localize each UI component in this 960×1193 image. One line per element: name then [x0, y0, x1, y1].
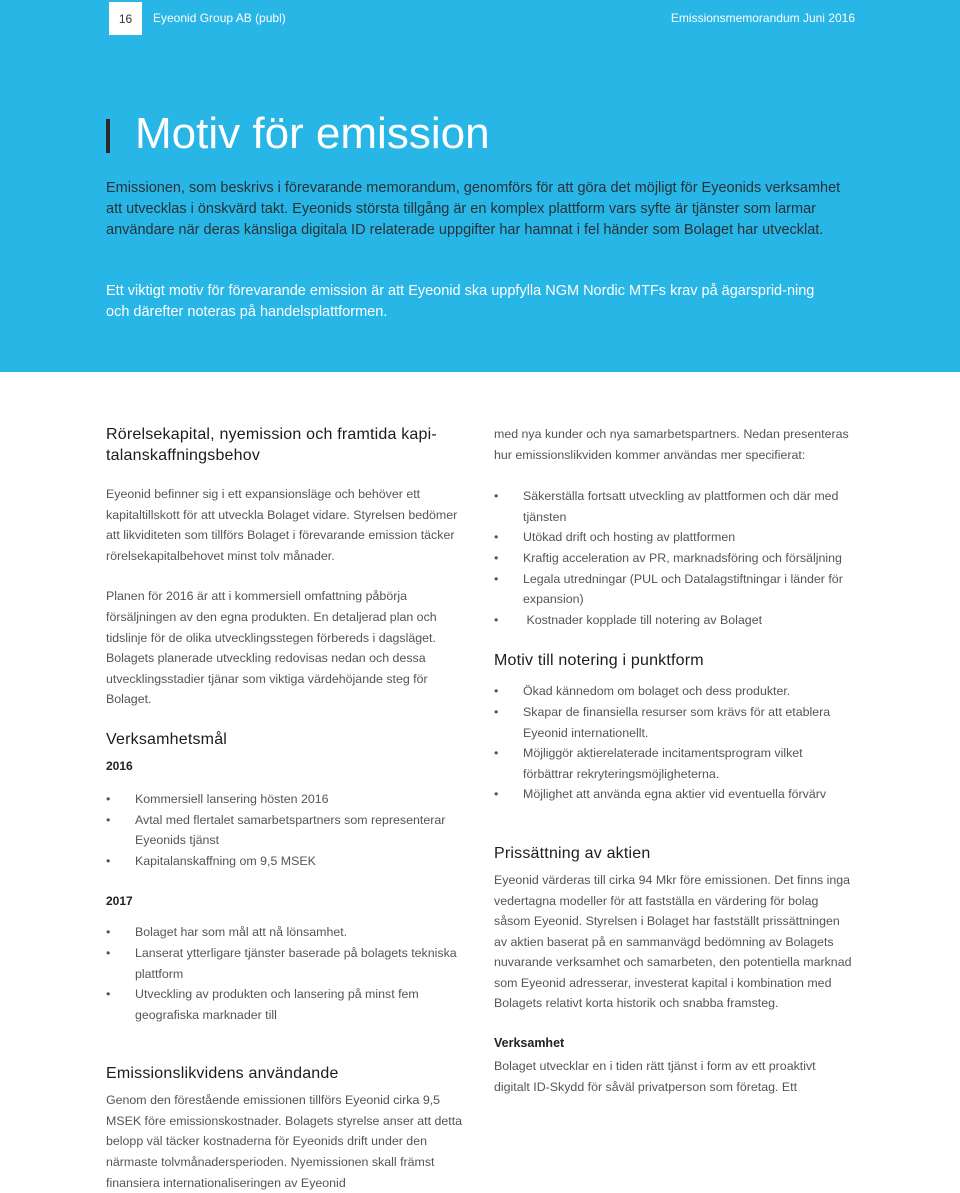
list-item: • Skapar de finansiella resurser som krävs för att etablera Eyeonid internationellt. [494, 702, 854, 743]
pricing-paragraph: Eyeonid värderas till cirka 94 Mkr före emissionen. Det finns inga vedertagna modeller för att fastställa en värdering för bolag såsom Eyeonid. Styrelsen i Bolaget har fastställt prissättningen av aktien baserat på en sammanvägd bedömning av Bolagets nuvarande verksamhet och samarbeten, den potentiella marknad som Eyeonid adresserar, investerat kapital i kombination med Bolagets relativt korta historik och snabba framsteg. [494, 872, 852, 1011]
page-title: Motiv för emission [135, 109, 490, 158]
list-item: • Möjlighet att använda egna aktier vid eventuella förvärv [494, 784, 854, 805]
list-item: • Lanserat ytterligare tjänster baserade på bolagets tekniska plattform [106, 943, 466, 984]
capital-heading: Rörelsekapital, nyemission och framtida kapi-talanskaffningsbehov [106, 426, 437, 464]
capital-paragraph-2: Planen för 2016 är att i kommersiell omfattning påbörja försäljningen av den egna produkten. En detaljerad plan och tidslinje för de olika utvecklingsstegen förbereds i dagsläget. Bolagets planerade utveckling redovisas nedan och dessa utvecklingsstadier tjänar som viktiga värdehöjande steg för Bolaget. [106, 589, 437, 707]
list-item: • Utökad drift och hosting av plattformen [494, 527, 854, 548]
intro-paragraph-1: Emissionen, som beskrivs i förevarande memorandum, genomförs för att göra det möjligt för Eyeonids verksamhet att utvecklas i önskvärd takt. Eyeonids största tillgång är en komplex plattform vars syfte är tjänster som larmar användare när deras känsliga digitala ID relaterade uppgifter har hamnat i fel händer som Bolaget har utvecklat. [106, 180, 841, 238]
use-continuation-paragraph: med nya kunder och nya samarbetspartners. Nedan presenteras hur emissionslikviden kommer användas mer specifierat: [494, 427, 849, 462]
year-2016-label: 2016 [106, 758, 133, 773]
right-column [494, 424, 854, 1097]
list-item: • Ökad kännedom om bolaget och dess produkter. [494, 681, 854, 702]
use-of-proceeds-heading: Emissionslikvidens användande [106, 1065, 339, 1083]
intro-paragraph-2: Ett viktigt motiv för förevarande emission är att Eyeonid ska uppfylla NGM Nordic MTFs krav på ägarsprid-ning och därefter noteras på handelsplattformen. [106, 283, 815, 320]
list-item: • Kostnader kopplade till notering av Bolaget [494, 610, 854, 631]
year-2017-label: 2017 [106, 894, 133, 909]
list-item: • Legala utredningar (PUL och Datalagstiftningar i länder för expansion) [494, 569, 854, 610]
list-item: • Kraftig acceleration av PR, marknadsföring och försäljning [494, 548, 854, 569]
list-item: • Kapitalanskaffning om 9,5 MSEK [106, 851, 466, 872]
page-number: 16 [109, 2, 142, 35]
business-paragraph: Bolaget utvecklar en i tiden rätt tjänst i form av ett proaktivt digitalt ID-Skydd för såväl privatperson som företag. Ett [494, 1059, 816, 1094]
goals-2016-list [106, 789, 466, 871]
header-document-title: Emissionsmemorandum Juni 2016 [670, 11, 855, 25]
pricing-heading: Prissättning av aktien [494, 844, 651, 862]
use-of-proceeds-list [494, 486, 854, 630]
goals-heading: Verksamhetsmål [106, 730, 228, 748]
capital-paragraph-1: Eyeonid befinner sig i ett expansionsläge och behöver ett kapitaltillskott för att utveckla Bolaget vidare. Styrelsen bedömer att likviditeten som tillförs Bolaget i förevarande emission täcker rörelsekapitalbehovet minst tolv månader. [106, 487, 458, 563]
header-company: Eyeonid Group AB (publ) [153, 11, 286, 25]
use-of-proceeds-paragraph: Genom den förestående emissionen tillförs Eyeonid cirka 9,5 MSEK före emissionskostnader. Bolagets styrelse anser att detta belopp väl täcker kostnaderna för Eyeonids drift under den närmaste tolvmånadersperioden. Nyemissionen skall främst finansiera internationaliseringen av Eyeonid [106, 1093, 463, 1190]
list-item: • Säkerställa fortsatt utveckling av plattformen och där med tjänsten [494, 486, 854, 527]
list-item: • Bolaget har som mål att nå lönsamhet. [106, 922, 466, 943]
listing-motives-heading: Motiv till notering i punktform [494, 652, 704, 670]
listing-motives-list [494, 681, 854, 805]
left-column [106, 424, 466, 1193]
list-item: • Kommersiell lansering hösten 2016 [106, 789, 466, 810]
goals-2017-list [106, 922, 466, 1025]
list-item: • Avtal med flertalet samarbetspartners som representerar Eyeonids tjänst [106, 810, 466, 851]
list-item: • Möjliggör aktierelaterade incitamentsprogram vilket förbättrar rekryteringsmöjligheterna. [494, 743, 854, 784]
list-item: • Utveckling av produkten och lansering på minst fem geografiska marknader till [106, 984, 466, 1025]
title-accent-bar [106, 119, 110, 153]
business-heading: Verksamhet [494, 1036, 565, 1051]
